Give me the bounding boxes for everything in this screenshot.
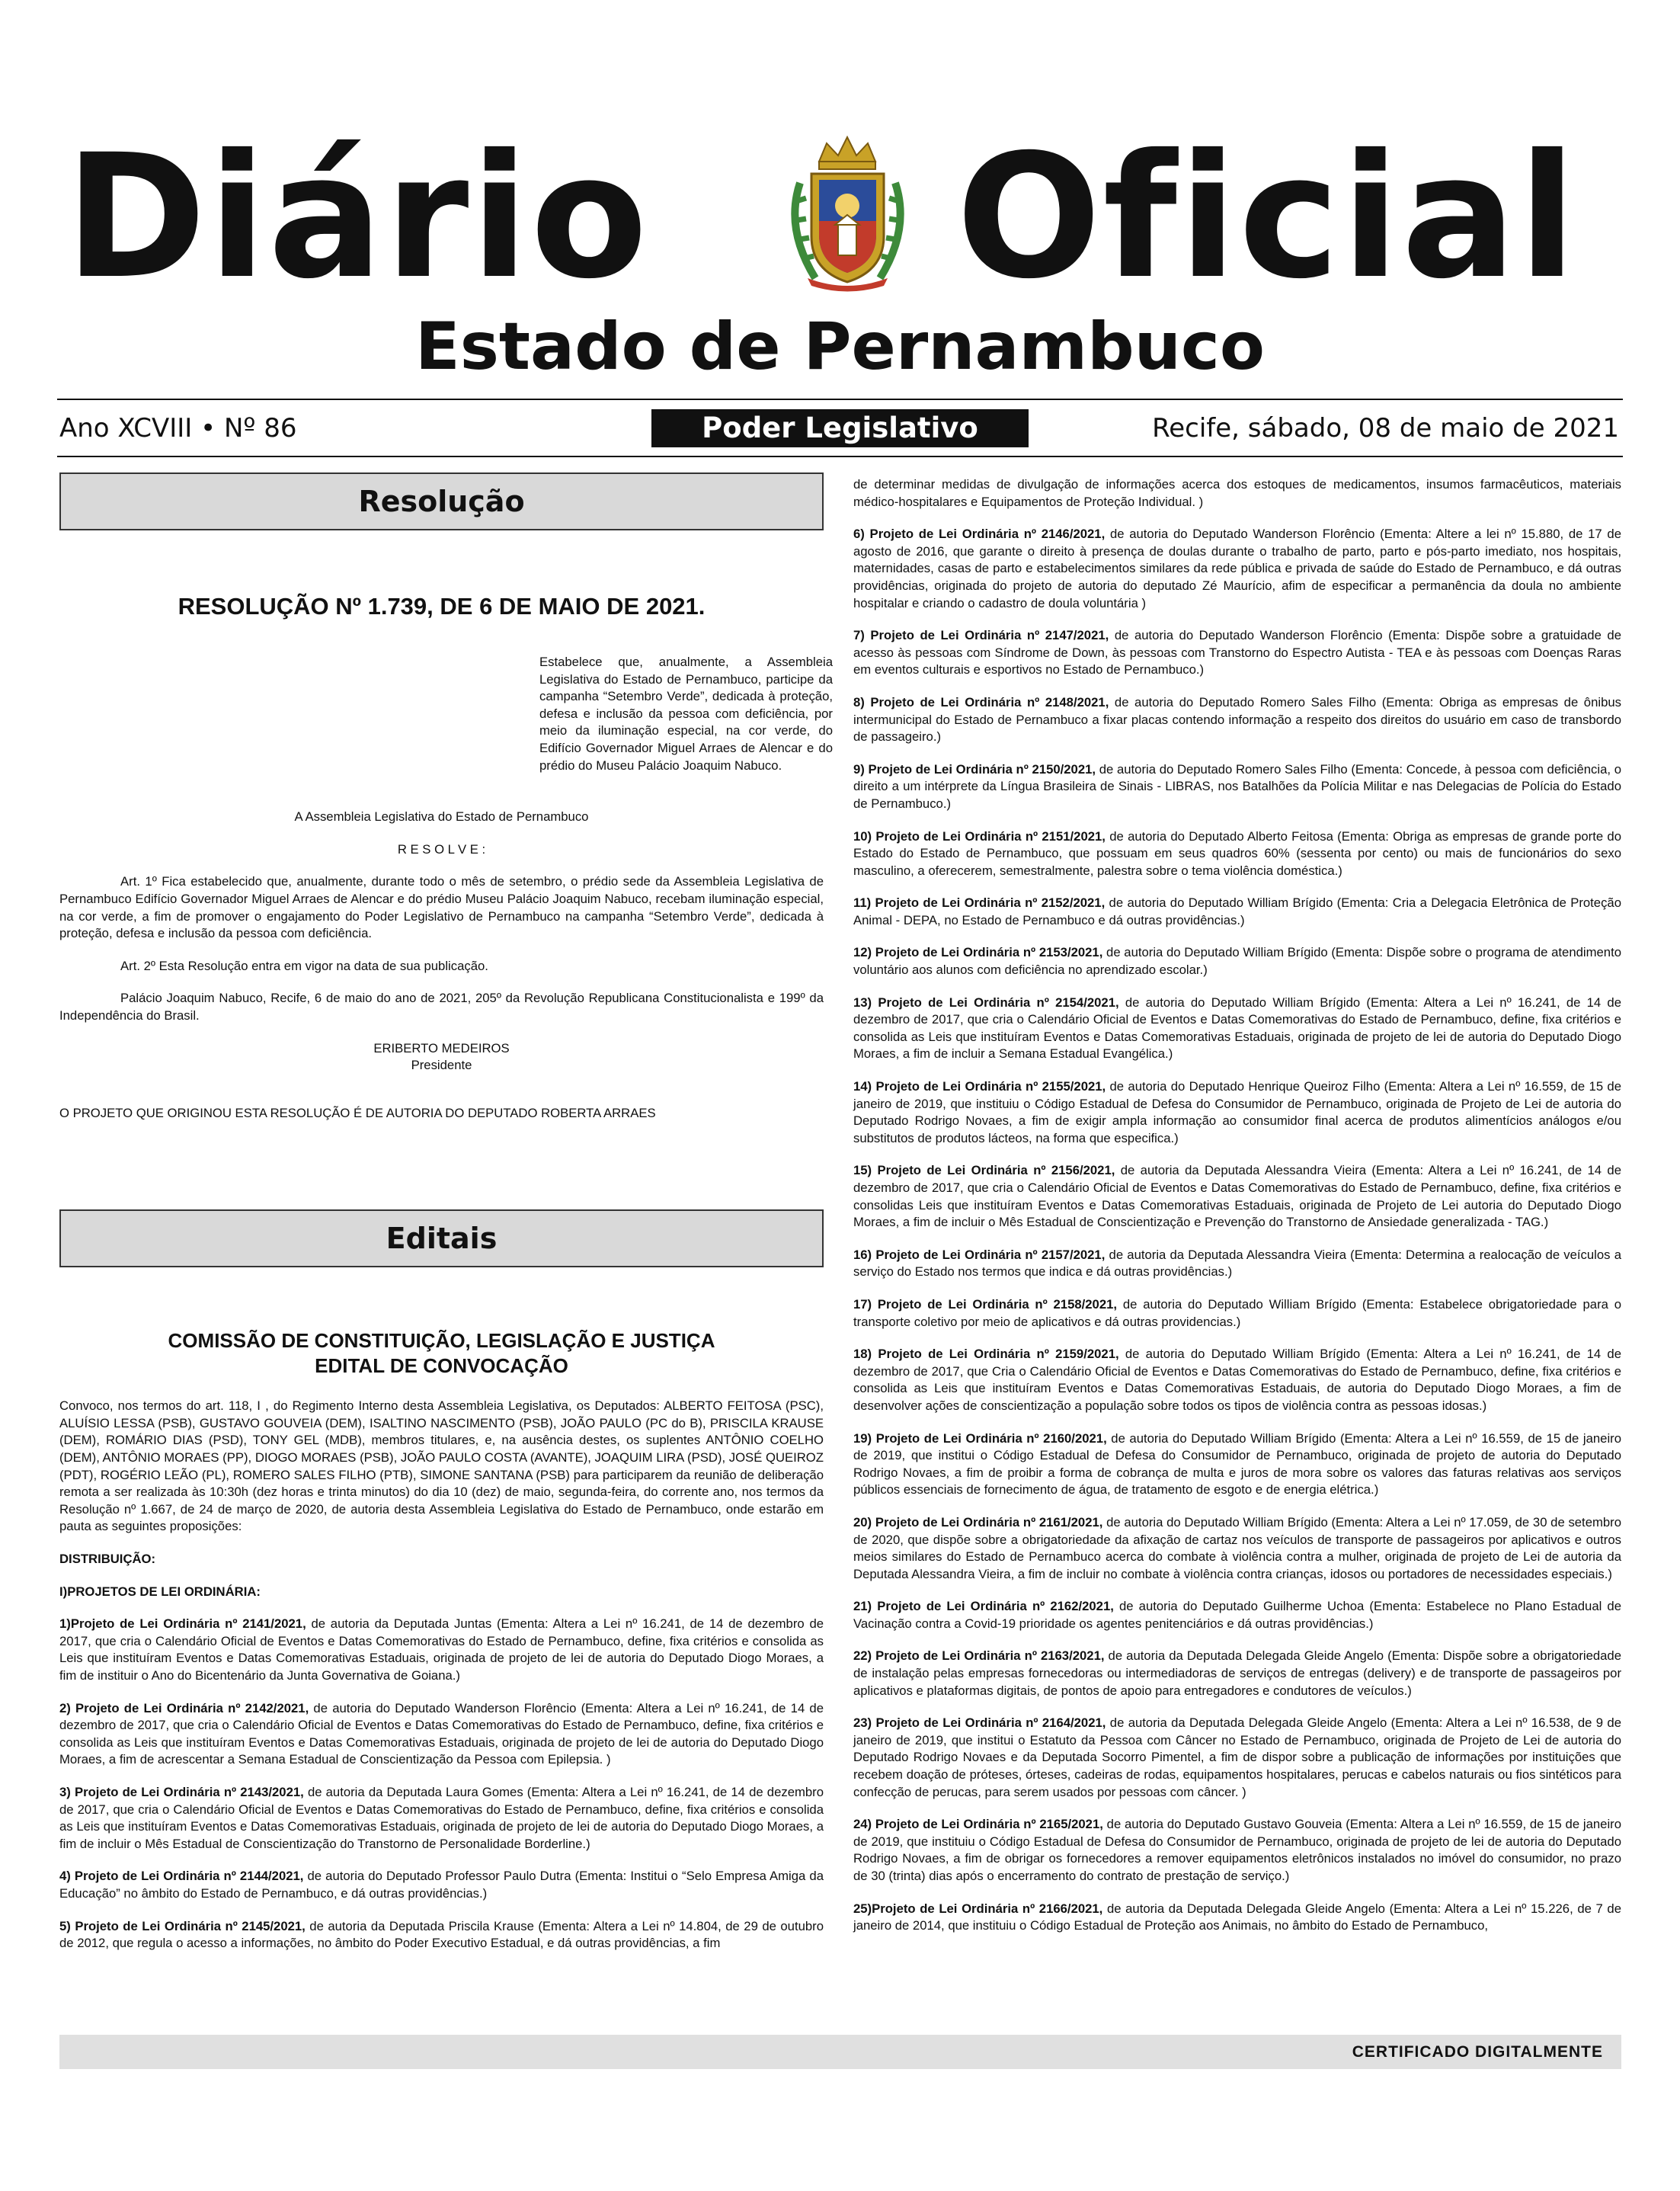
bill-item — [853, 1162, 1621, 1231]
section-banner: Poder Legislativo — [651, 409, 1029, 447]
edital-distribuicao: DISTRIBUIÇÃO: — [59, 1552, 156, 1567]
bill-item-text: de autoria da Deputada Delegada Gleide Angelo (Ementa: Dispõe sobre a obrigatoriedade de instalação pelas empresas fornecedoras ou intermediadoras de serviços de entregas (delivery) e de transporte de passageiros por aplicativos e plataformas digitais, de pontos de apoio para entregadores e condutores de veículos.) — [853, 1648, 1621, 1698]
masthead — [57, 117, 1623, 320]
bill-item — [853, 1901, 1621, 1935]
bill-item — [853, 1296, 1621, 1331]
bill-item-text: de autoria da Deputada Alessandra Vieira (Ementa: Altera a Lei nº 16.241, de 14 de dezembro de 2017, que cria o Calendário Oficial de Eventos e Datas Comemorativas do Estado de Pernambuco, define, fixa critérios e consolidas Leis que instituíram Eventos e Datas Comemorativas Estaduais, originada de Projeto de Lei autoria do Deputado Diogo Moraes, a fim de incluir o Mês Estadual de Conscientização e Prevenção do Transtorno de Ansiedade generalizada - TAG.) — [853, 1163, 1621, 1230]
masthead-title-right: Oficial — [956, 117, 1579, 316]
bill-item-number: 10) Projeto de Lei Ordinária nº 2151/2021, — [853, 828, 1106, 844]
footer-bar — [59, 2035, 1621, 2069]
bill-item-number: 18) Projeto de Lei Ordinária nº 2159/2021, — [853, 1347, 1119, 1362]
bill-item-text: de autoria do Deputado Romero Sales Filho (Ementa: Concede, à pessoa com deficiência, o direito a um intérprete da Língua Brasileira de Sinais - LIBRAS, nos Batalhões da Polícia Militar e nas Delegacias de Polícia do Estado de Pernambuco.) — [853, 761, 1621, 811]
bill-item-text: de autoria do Deputado Guilherme Uchoa (Ementa: Estabelece no Plano Estadual de Vacinação contra a Covid-19 prioridade os agentes penitenciários e dá outras providências.) — [853, 1599, 1621, 1631]
bill-item-number: 14) Projeto de Lei Ordinária nº 2155/2021, — [853, 1079, 1106, 1094]
bill-item-number: 20) Projeto de Lei Ordinária nº 2161/2021, — [853, 1514, 1103, 1530]
header-bottom-rule — [57, 456, 1623, 457]
bill-item-number: 19) Projeto de Lei Ordinária nº 2160/2021, — [853, 1430, 1107, 1446]
bill-item-number: 15) Projeto de Lei Ordinária nº 2156/2021, — [853, 1163, 1115, 1178]
bill-item-text: de autoria do Deputado William Brígido (Ementa: Altera a Lei nº 16.559, de 15 de janeiro de 2019, que institui o Código Estadual de Defesa do Consumidor de Pernambuco, originada de projeto de autoria do Deputado Rodrigo Novaes, a fim de proibir a forma de cobrança de multa e juros de mora sobre os valores das faturas relativas aos serviços públicos essenciais de fornecimento de água, de tratamento de esgoto e de energia elétrica.) — [853, 1430, 1621, 1498]
resolution-resolve: R E S O L V E : — [397, 841, 486, 857]
bill-item — [853, 995, 1621, 1063]
bill-item-text: de autoria do Deputado Wanderson Florêncio (Ementa: Altere a lei nº 15.880, de 17 de agosto de 2016, que garante o direito à presença de doulas durante o trabalho de parto, parto e pós-parto imediato, nos hospitais, maternidades, casas de parto e estabelecimentos similares da rede pública e privada de saúde do Estado de Pernambuco, e dá outras providências, originada do projeto de autoria do deputado Zé Maurício, afim de especificar a permanência da doula no ambiente hospitalar e criando o cadastro de doula voluntária ) — [853, 527, 1621, 610]
bill-item-text: de autoria da Deputada Delegada Gleide Angelo (Ementa: Altera a Lei nº 16.538, de 9 de janeiro de 2019, que institui o Estatuto da Pessoa com Câncer no Estado de Pernambuco, originada de Projeto de Lei de autoria do Deputado Rodrigo Novaes e da Deputada Socorro Pimentel, a fim de dispor sobre a publicação de informações por instituições que recebem doação de próteses, órteses, cadeiras de rodas, equipamentos hospitalares, perucas e cabelos naturais ou fios sintéticos para confecção de perucas, para serem usados por pessoas com câncer. ) — [853, 1715, 1621, 1799]
bill-list-right — [853, 526, 1621, 1935]
bill-item-text: de autoria do Deputado William Brígido (Ementa: Dispõe sobre o programa de atendimento voluntário aos alunos com deficiência no aprendizado escolar.) — [853, 945, 1621, 978]
bill-item-text: de autoria do Deputado Wanderson Florêncio (Ementa: Altera a Lei nº 16.241, de 14 de dezembro de 2017, que cria o Calendário Oficial de Eventos e Datas Comemorativas do Estado de Pernambuco, define, fixa critérios e consolida as Leis que instituíram Eventos e Datas Comemorativas Estaduais, originada de projeto de lei de autoria do Deputado Diogo Moraes, a fim de acrescentar a Semana Estadual de Conscientização da Pessoa com Epilepsia. ) — [59, 1700, 824, 1767]
bill-item-number: 12) Projeto de Lei Ordinária nº 2153/2021, — [853, 945, 1103, 960]
edital-title: EDITAL DE CONVOCAÇÃO — [315, 1354, 568, 1378]
bill-item-text: de autoria do Deputado Alberto Feitosa (Ementa: Obriga as empresas de grande porte do Estado do Estado de Pernambuco, que possuam em seus quadros 60% (sessenta por cento) ou mais de funcionários do sexo masculino, a oferecerem, semestralmente, palestra sobre o tema violência doméstica.) — [853, 828, 1621, 878]
pernambuco-coat-of-arms-icon — [785, 130, 910, 293]
resolution-ementa: Estabelece que, anualmente, a Assembleia Legislativa do Estado de Pernambuco, participe da campanha “Setembro Verde”, dedicada à proteção, defesa e inclusão da pessoa com deficiência, por meio da iluminação especial, na cor verde, do Edifício Governador Miguel Arraes de Alencar e do prédio do Museu Palácio Joaquim Nabuco. — [539, 655, 833, 773]
bill-item-text: de autoria do Deputado Gustavo Gouveia (Ementa: Altera a Lei nº 16.559, de 15 de janeiro de 2019, que instituiu o Código Estadual de Defesa do Consumidor de Pernambuco, originada de projeto de lei de autoria do Deputado Rodrigo Novaes, a fim de obrigar os fornecedores a remover equipamentos eletrônicos instalados no imóvel do consumidor, no prazo de 30 (trinta) dias após o encerramento do contrato de prestação de serviço.) — [853, 1817, 1621, 1883]
bill-item — [853, 1816, 1621, 1885]
bill-item-text: de autoria da Deputada Delegada Gleide Angelo (Ementa: Altera a Lei nº 15.226, de 7 de janeiro de 2014, que instituiu o Código Estadual de Proteção aos Animais, no âmbito do Estado de Pernambuco, — [853, 1901, 1621, 1933]
bill-item-number: 1)Projeto de Lei Ordinária nº 2141/2021, — [59, 1616, 306, 1632]
bill-item — [853, 627, 1621, 679]
bill-item — [853, 694, 1621, 746]
bill-item — [853, 1648, 1621, 1699]
bill-item-text: de autoria da Deputada Juntas (Ementa: Altera a Lei nº 16.241, de 14 de dezembro de 2017, que cria o Calendário Oficial de Eventos e Datas Comemorativas do Estado de Pernambuco, define, fixa critérios e consolida as Leis que instituíram Eventos e Datas Comemorativas Estaduais, originada de projeto de lei de autoria do Deputado Diogo Moraes, a fim de instituir o Ano do Bicentenário da Junta Governativa de Goiana.) — [59, 1616, 824, 1683]
bill-item-number: 24) Projeto de Lei Ordinária nº 2165/2021, — [853, 1817, 1103, 1832]
right-column — [853, 476, 1621, 1950]
left-column — [59, 472, 833, 1968]
bill-item — [853, 1247, 1621, 1281]
bill-item — [853, 1346, 1621, 1414]
bill-item-number: 23) Projeto de Lei Ordinária nº 2164/2021, — [853, 1715, 1106, 1731]
bill-item — [59, 1784, 824, 1853]
bill-item-text: de autoria do Deputado Romero Sales Filho (Ementa: Obriga as empresas de ônibus intermunicipal do Estado de Pernambuco a fixar placas contendo informação a respeito dos direitos do usuário em caso de transbordo de passageiro.) — [853, 694, 1621, 745]
bill-item-number: 13) Projeto de Lei Ordinária nº 2154/2021, — [853, 995, 1119, 1010]
resolution-preamble: A Assembleia Legislativa do Estado de Pernambuco — [294, 809, 589, 825]
edital-intro: Convoco, nos termos do art. 118, I , do Regimento Interno desta Assembleia Legislativa, os Deputados: ALBERTO FEITOSA (PSC), ALUÍSIO LESSA (PSB), GUSTAVO GOUVEIA (DEM), ISALTINO NASCIMENTO (PSB), JOÃO PAULO (PC do B), PRISCILA KRAUSE (DEM), ROMÁRIO DIAS (PSD), TONY GEL (MDB), membros titulares, e, na ausência destes, os suplentes ANTÔNIO COELHO (DEM), ANTÔNIO MORAES (PP), DIOGO MORAES (PSB), JOÃO PAULO COSTA (AVANTE), JOAQUIM LIRA (PSD), JOSÉ QUEIROZ (PDT), ROGÉRIO LEÃO (PL), ROMERO SALES FILHO (PTB), SIMONE SANTANA (PSB) para participarem da reunião de deliberação remota a ser realizada às 10:30h (dez horas e trinta minutos) do dia 10 (dez) de maio, segunda-feira, do corrente ano, nos termos da Resolução nº 1.667, de 24 de março de 2020, de autoria desta Assembleia Legislativa do Estado de Pernambuco, onde estarão em pauta as seguintes proposições: — [59, 1398, 824, 1534]
bill-item-text: de autoria do Deputado William Brígido (Ementa: Altera a Lei nº 17.059, de 30 de setembro de 2020, que dispõe sobre a obrigatoriedade da afixação de cartaz nos veículos de transporte de passageiros por aplicativos e outros meios similares do Estado de Pernambuco acerca do combate à violência contra a mulher, originada de projeto de Lei de autoria da Deputada Alessandra Vieira, a fim de incluir no combate à violência contra crianças, idosos ou portadores de necessidades especiais.) — [853, 1514, 1621, 1581]
bill-item-number: 7) Projeto de Lei Ordinária nº 2147/2021, — [853, 628, 1109, 643]
bill-item — [853, 1430, 1621, 1499]
bill-item — [853, 761, 1621, 813]
bill-item — [59, 1700, 824, 1769]
resolution-title: RESOLUÇÃO Nº 1.739, DE 6 DE MAIO DE 2021. — [178, 593, 706, 620]
bill-item — [853, 828, 1621, 880]
bill-item — [853, 526, 1621, 612]
resolution-place-date: Palácio Joaquim Nabuco, Recife, 6 de maio do ano de 2021, 205º da Revolução Republicana Constitucionalista e 199º da Independência do Brasil. — [59, 991, 824, 1023]
bill-item-number: 9) Projeto de Lei Ordinária nº 2150/2021, — [853, 761, 1096, 777]
bill-item-number: 4) Projeto de Lei Ordinária nº 2144/2021, — [59, 1869, 304, 1884]
digital-certificate-label: CERTIFICADO DIGITALMENTE — [1352, 2043, 1603, 2061]
bill-item-text: de autoria da Deputada Alessandra Vieira (Ementa: Determina a realocação de veículos a serviço do Estado nos termos que indica e dá outras providências.) — [853, 1247, 1621, 1280]
bill-item — [853, 1715, 1621, 1801]
edital-subheading: I)PROJETOS DE LEI ORDINÁRIA: — [59, 1584, 261, 1599]
bill-item-number: 3) Projeto de Lei Ordinária nº 2143/2021, — [59, 1784, 304, 1799]
bill-item — [853, 944, 1621, 979]
resolution-note: O PROJETO QUE ORIGINOU ESTA RESOLUÇÃO É DE AUTORIA DO DEPUTADO ROBERTA ARRAES — [59, 1105, 656, 1120]
bill-item-number: 11) Projeto de Lei Ordinária nº 2152/2021, — [853, 895, 1106, 911]
resolution-signer: ERIBERTO MEDEIROS — [373, 1040, 510, 1055]
bill-item-text: de autoria da Deputada Priscila Krause (Ementa: Altera a Lei nº 14.804, de 29 de outubro de 2012, que regula o acesso a informações, no âmbito do Poder Executivo Estadual, e dá outras providências, a fim — [59, 1918, 824, 1951]
bill-item-text: de autoria do Deputado Henrique Queiroz Filho (Ementa: Altera a Lei nº 16.559, de 15 de janeiro de 2019, que instituiu o Código Estadual de Defesa do Consumidor de Pernambuco, originada de Projeto de Lei de autoria do Deputado Rodrigo Novaes, a fim de exigir ampla informação ao consumidor final acerca de produtos alimentícios análogos e/ou substitutos de produtos lácteos, na forma que especifica.) — [853, 1079, 1621, 1145]
bill-item-number: 16) Projeto de Lei Ordinária nº 2157/2021, — [853, 1247, 1106, 1262]
section-heading-resolucao: Resolução — [59, 472, 824, 530]
edital-committee-title: COMISSÃO DE CONSTITUIÇÃO, LEGISLAÇÃO E JUSTIÇA — [168, 1329, 715, 1353]
publication-date: Recife, sábado, 08 de maio de 2021 — [1152, 413, 1619, 444]
bill-item-number: 17) Projeto de Lei Ordinária nº 2158/2021, — [853, 1296, 1118, 1312]
bill-item — [59, 1918, 824, 1952]
bill-item-number: 5) Projeto de Lei Ordinária nº 2145/2021, — [59, 1918, 306, 1933]
bill-item-number: 6) Projeto de Lei Ordinária nº 2146/2021, — [853, 527, 1106, 542]
bill-item-number: 2) Projeto de Lei Ordinária nº 2142/2021, — [59, 1700, 309, 1715]
bill-list-left — [59, 1616, 824, 1952]
bill-item-text: de autoria do Deputado William Brígido (Ementa: Cria a Delegacia Eletrônica de Proteção Animal - DEPA, no Estado de Pernambuco e dá outras providências.) — [853, 895, 1621, 927]
bill-item-number: 8) Projeto de Lei Ordinária nº 2148/2021, — [853, 694, 1109, 710]
bill-item-text: de autoria do Deputado William Brígido (Ementa: Estabelece obrigatoriedade para o transporte coletivo por meio de aplicativos e dá outras providencias.) — [853, 1296, 1621, 1329]
bill-item-number: 25)Projeto de Lei Ordinária nº 2166/2021, — [853, 1901, 1103, 1916]
bill-item-text: de autoria do Deputado William Brígido (Ementa: Altera a Lei nº 16.241, de 14 de dezembro de 2017, que cria o Calendário Oficial de Eventos e Datas Comemorativas do Estado de Pernambuco, define, fixa critérios e consolida as Leis que instituíram Eventos e Datas Comemorativas Estaduais, originada de projeto de lei de autoria do Deputado Diogo Moraes, a fim de incluir a Semana Estadual Evangélica.) — [853, 995, 1621, 1062]
header-top-rule — [57, 399, 1623, 400]
masthead-title-left: Diário — [65, 117, 650, 316]
bill-item-number: 21) Projeto de Lei Ordinária nº 2162/2021, — [853, 1599, 1114, 1614]
edition-number: Ano XCVIII • Nº 86 — [59, 413, 297, 444]
bill-item-text: de autoria da Deputada Laura Gomes (Ementa: Altera a Lei nº 16.241, de 14 de dezembro de 2017, que cria o Calendário Oficial de Eventos e Datas Comemorativas do Estado de Pernambuco, define, fixa critérios e consolida as Leis que instituíram Eventos e Datas Comemorativas Estaduais, originada de projeto de lei de autoria do Deputado Diogo Moraes, a fim de incluir o Mês Estadual de Conscientização do Transtorno de Personalidade Borderline.) — [59, 1784, 824, 1851]
bill-item-text: de autoria do Deputado Professor Paulo Dutra (Ementa: Institui o “Selo Empresa Amiga da Educação” no âmbito do Estado de Pernambuco, e dá outras providências.) — [59, 1869, 824, 1901]
resolution-article-1: Art. 1º Fica estabelecido que, anualmente, durante todo o mês de setembro, o prédio sede da Assembleia Legislativa de Pernambuco Edifício Governador Miguel Arraes de Alencar e do prédio Museu Palácio Joaquim Nabuco, recebam iluminação especial, na cor verde, a fim de promover o engajamento do Poder Legislativo de Pernambuco na campanha “Setembro Verde”, dedicada à proteção, defesa e inclusão da pessoa com deficiência. — [59, 874, 824, 941]
bill-item-number: 22) Projeto de Lei Ordinária nº 2163/2021, — [853, 1648, 1105, 1664]
bill-item — [59, 1616, 824, 1684]
bill-item — [853, 1514, 1621, 1583]
bill-continuation: de determinar medidas de divulgação de informações acerca dos estoques de medicamentos, insumos farmacêuticos, materiais médico-hospitalares e Equipamentos de Proteção Individual. ) — [853, 477, 1621, 509]
bill-item-text: de autoria do Deputado Wanderson Florêncio (Ementa: Dispõe sobre a gratuidade de acesso às pessoas com Síndrome de Down, às pessoas com Transtorno do Espectro Autista - TEA e às pessoas com Doenças Raras em eventos culturais e esportivos no Estado de Pernambuco.) — [853, 628, 1621, 677]
section-heading-editais: Editais — [59, 1209, 824, 1267]
resolution-signer-role: Presidente — [411, 1058, 472, 1073]
bill-item — [853, 895, 1621, 929]
bill-item-text: de autoria do Deputado William Brígido (Ementa: Altera a Lei nº 16.241, de 14 de dezembro de 2017, que Cria o Calendário Oficial de Eventos e Datas Comemorativas do Estado de Pernambuco, define, fixa critérios e consolida as Leis que instituíram Eventos e Datas Comemorativas Estaduais, de autoria do Deputado Diogo Moraes, a fim de desenvolver ações de conscientização a população sobre todos os tipos de violência contra as pessoas idosas.) — [853, 1347, 1621, 1413]
bill-item — [853, 1598, 1621, 1632]
resolution-article-2: Art. 2º Esta Resolução entra em vigor na data de sua publicação. — [120, 958, 488, 973]
bill-item — [853, 1078, 1621, 1147]
bill-item — [59, 1868, 824, 1902]
masthead-subtitle: Estado de Pernambuco — [415, 309, 1265, 385]
